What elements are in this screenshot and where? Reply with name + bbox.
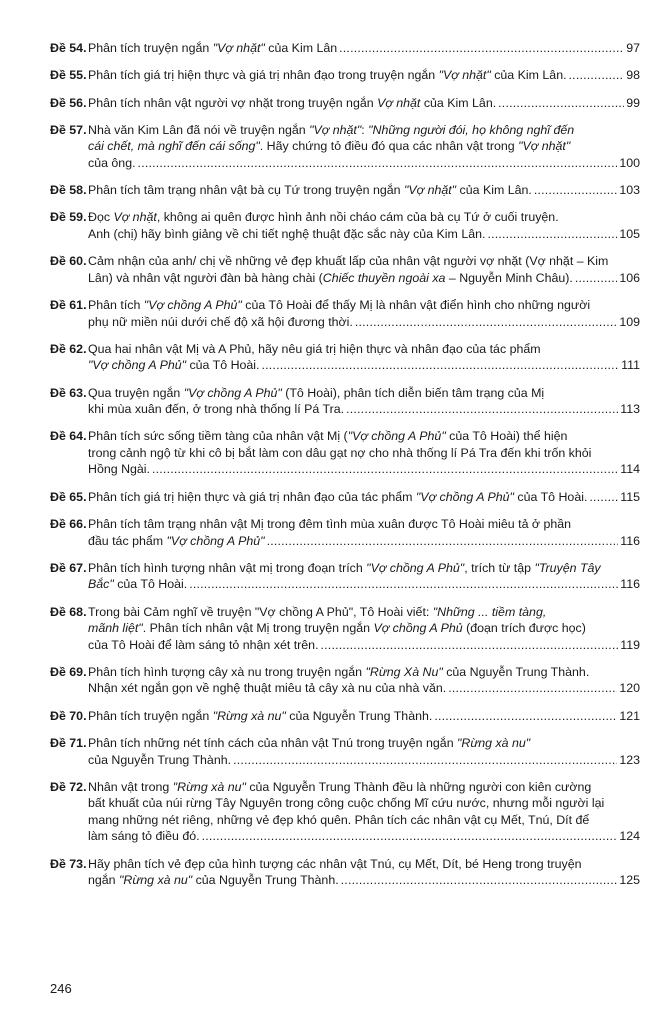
italic-title: Bắc" [88,577,114,592]
text-run: của Kim Lân [264,41,338,55]
entry-label: Đề 56. [50,95,87,110]
entry-label: Đề 67. [50,560,87,575]
entry-text [88,314,353,331]
entry-text [88,708,432,725]
toc-entry [50,182,640,199]
entry-line [88,428,640,445]
entry-text [88,445,591,462]
text-run: làm sáng tỏ điều đó. [88,829,200,844]
toc-entry [50,40,640,57]
italic-title: mãnh liệt" [88,621,143,636]
italic-title: "Rừng Xà Nu" [365,664,443,679]
entry-line [88,604,640,621]
entry-text [88,664,589,681]
entry-text [88,872,339,889]
toc-entry [50,604,640,654]
entry-line [88,752,640,769]
italic-title: "Vợ nhặt" [309,122,362,137]
entry-text [88,138,570,155]
entry-line [88,445,640,462]
entry-line [88,872,640,889]
text-run: Trong bài Cảm nghĩ về truyện "Vợ chồng A Phủ", Tô Hoài viết: [88,604,433,619]
entry-label: Đề 69. [50,664,87,679]
entry-text [88,812,589,829]
dot-leader [233,752,617,769]
text-run: của Tô Hoài. [513,489,588,504]
text-run: của ông. [88,155,136,170]
entry-text [88,385,544,402]
dot-leader [534,182,617,199]
italic-title: "Vợ chồng A Phủ" [183,385,282,400]
text-run: (Tô Hoài), phân tích diễn biến tâm trạng của Mị [281,385,545,400]
text-run: Phân tích nhân vật người vợ nhặt trong truyện ngắn [88,95,378,110]
text-run: Phân tích sức sống tiềm tàng của nhân vật Mị ( [88,429,348,444]
entry-page-number: 109 [619,314,640,329]
text-run: của Tô Hoài) thể hiện [445,429,568,444]
entry-line [88,385,640,402]
text-run: Phân tích hình tượng nhân vật mị trong đoạn trích [88,560,367,575]
entry-text [88,253,608,270]
dot-leader [346,401,618,418]
dot-leader [448,680,617,697]
entry-text [88,735,530,752]
entry-label: Đề 59. [50,210,87,225]
entry-line [88,209,640,226]
entry-text [88,297,590,314]
entry-line [88,401,640,418]
entry-line [88,576,640,593]
toc-entry [50,209,640,242]
italic-title: "Những ... tiềm tàng, [432,604,547,619]
dot-leader [138,155,618,172]
entry-label: Đề 63. [50,385,87,400]
entry-text [88,401,344,418]
text-run: của Kim Lân. [456,183,532,198]
entry-line [88,95,640,112]
entry-line [88,680,640,697]
entry-page-number: 124 [619,829,640,844]
text-run: Cảm nhận của anh/ chị về những vẻ đẹp khuất lấp của nhân vật người vợ nhặt (Vợ nhặt – Kim [88,254,609,269]
dot-leader [339,40,624,57]
text-run: trong cảnh ngộ từ khi cô bị bắt làm con dâu gạt nợ cho nhà thống lí Pá Tra đến khi trốn khỏi [88,445,592,460]
entry-label: Đề 54. [50,41,87,55]
entry-label: Đề 66. [50,517,87,532]
entry-text [88,461,150,478]
text-run: Đọc [88,210,114,225]
entry-page-number: 125 [619,873,640,888]
text-run: Nhận xét ngắn gọn về nghệ thuật miêu tả cây xà nu của nhà văn. [88,681,447,696]
entry-text [88,341,541,358]
entry-line [88,533,640,550]
dot-leader [589,489,618,506]
toc-entry [50,385,640,418]
entry-page-number: 106 [619,270,640,285]
entry-text [88,357,260,374]
text-run: Anh (chị) hãy bình giảng về chi tiết nghệ thuật đặc sắc này của Kim Lân. [88,226,486,241]
toc-entry [50,95,640,112]
entry-text [88,270,573,287]
italic-title: "Rừng xà nu" [172,779,246,794]
dot-leader [321,637,619,654]
entry-line [88,735,640,752]
text-run: bất khuất của núi rừng Tây Nguyên trong công cuộc chống Mĩ cứu nước, nhưng mỗi người lại [88,796,605,811]
toc-entry [50,122,640,172]
entry-page-number: 113 [620,402,640,417]
entry-text [88,122,574,139]
entry-line [88,461,640,478]
entry-text [88,533,265,550]
toc-entry [50,560,640,593]
text-run: Phân tích giá trị hiện thực và giá trị nhân đạo của tác phẩm [88,489,416,504]
dot-leader [152,461,618,478]
entry-text [88,856,582,873]
entry-text [88,40,337,57]
entry-text [88,155,136,172]
text-run: đầu tác phẩm [88,533,167,548]
entry-text [88,604,546,621]
text-run: Phân tích tâm trạng nhân vật Mị trong đêm tình mùa xuân được Tô Hoài miêu tả ở phần [88,517,572,532]
italic-title: "Truyện Tây [534,560,601,575]
text-run: . Hãy chứng tỏ điều đó qua các nhân vật trong [259,139,519,154]
entry-page-number: 116 [620,577,640,592]
text-run: phụ nữ miền núi dưới chế độ xã hội đương thời. [88,314,353,329]
italic-title: "Vợ nhặt" [212,41,265,55]
entry-line [88,226,640,243]
text-run: khi mùa xuân đến, ở trong nhà thống lí Pá Tra. [88,402,345,417]
entry-page-number: 120 [619,681,640,696]
toc-entry [50,664,640,697]
dot-leader [341,872,618,889]
entry-label: Đề 68. [50,604,87,619]
toc-entry [50,856,640,889]
text-run: Phân tích truyện ngắn [88,41,213,55]
entry-page-number: 105 [619,226,640,241]
entry-page-number: 97 [626,41,640,55]
entry-line [88,155,640,172]
text-run: của Nguyễn Trung Thành. [192,873,339,888]
entry-label: Đề 70. [50,708,87,723]
entry-text [88,752,231,769]
italic-title: "Vợ chồng A Phủ" [415,489,514,504]
entry-text [88,95,496,112]
italic-title: "Vợ chồng A Phủ" [88,358,187,373]
text-run: Qua truyện ngắn [88,385,184,400]
entry-label: Đề 58. [50,183,87,198]
italic-title: Vợ chồng A Phủ [373,621,463,636]
dot-leader [262,357,620,374]
entry-label: Đề 60. [50,254,87,269]
toc-entry [50,708,640,725]
toc-entry [50,489,640,506]
page-number: 246 [50,981,72,996]
toc-entry [50,779,640,845]
entry-label: Đề 64. [50,429,87,444]
entry-page-number: 116 [620,533,640,548]
entry-text [88,560,601,577]
text-run: . Phân tích nhân vật Mị trong truyện ngắn [142,621,374,636]
text-run: Phân tích tâm trạng nhân vật bà cụ Tứ trong truyện ngắn [88,183,404,198]
dot-leader [202,828,618,845]
italic-title: "Những người đói, họ không nghĩ đến [368,122,575,137]
entry-page-number: 119 [620,637,640,652]
dot-leader [487,226,617,243]
entry-text [88,516,571,533]
italic-title: "Rừng xà nu" [212,708,286,723]
text-run: Hồng Ngài. [88,462,150,477]
entry-line [88,795,640,812]
entry-label: Đề 61. [50,298,87,313]
entry-label: Đề 57. [50,122,87,137]
dot-leader [569,67,625,84]
entry-line [88,560,640,577]
dot-leader [575,270,617,287]
text-run: Phân tích hình tượng cây xà nu trong truyện ngắn [88,664,366,679]
entry-text [88,489,587,506]
toc-entry [50,735,640,768]
dot-leader [498,95,624,112]
text-run: – Nguyễn Minh Châu). [445,270,573,285]
entry-label: Đề 55. [50,68,87,83]
entry-text [88,428,567,445]
text-run: Hãy phân tích vẻ đẹp của hình tượng các nhân vật Tnú, cụ Mết, Dít, bé Heng trong truyện [88,856,582,871]
entry-label: Đề 73. [50,856,87,871]
entry-text [88,226,485,243]
entry-line [88,664,640,681]
dot-leader [434,708,617,725]
text-run: của Nguyễn Trung Thành. [285,708,433,723]
entry-page-number: 100 [619,155,640,170]
entry-label: Đề 71. [50,736,87,751]
entry-line [88,341,640,358]
text-run: (đoạn trích được học) [462,621,586,636]
entry-line [88,314,640,331]
text-run: ngắn [88,873,120,888]
entry-label: Đề 72. [50,779,87,794]
text-run: của Nguyễn Trung Thành. [88,752,232,767]
toc-entry [50,253,640,286]
entry-page-number: 123 [619,752,640,767]
text-run: Nhân vật trong [88,779,173,794]
entry-text [88,680,446,697]
italic-title: "Vợ nhặt" [518,139,571,154]
text-run: của Tô Hoài để thấy Mị là nhân vật điển hình cho những người [241,298,591,313]
italic-title: "Vợ chồng A Phủ" [143,298,242,313]
entry-line [88,122,640,139]
toc-entry [50,67,640,84]
text-run: của Kim Lân. [420,95,497,110]
entry-line [88,516,640,533]
entry-line [88,856,640,873]
italic-title: Vợ nhặt [113,210,157,225]
entry-label: Đề 65. [50,489,87,504]
italic-title: Vợ nhặt [377,95,421,110]
entry-text [88,779,591,796]
toc-entry [50,341,640,374]
text-run: Lân) và nhân vật người đàn bà hàng chài ( [88,270,323,285]
toc-entry [50,428,640,478]
text-run: của Tô Hoài. [113,577,188,592]
dot-leader [267,533,619,550]
entry-line [88,40,640,57]
table-of-contents [50,40,640,899]
entry-text [88,67,567,84]
entry-line [88,253,640,270]
text-run: Phân tích truyện ngắn [88,708,213,723]
entry-line [88,779,640,796]
entry-line [88,67,640,84]
entry-line [88,812,640,829]
text-run: , không ai quên được hình ảnh nồi cháo cám của bà cụ Tứ ở cuối truyện. [156,210,559,225]
entry-text [88,576,187,593]
entry-page-number: 115 [620,489,640,504]
entry-page-number: 98 [626,68,640,83]
italic-title: "Vợ nhặt" [403,183,457,198]
italic-title: Chiếc thuyền ngoài xa [322,270,446,285]
entry-page-number: 114 [620,462,640,477]
italic-title: "Vợ chồng A Phủ" [166,533,265,548]
entry-line [88,182,640,199]
text-run: : [361,122,369,137]
entry-line [88,357,640,374]
entry-line [88,489,640,506]
text-run: Nhà văn Kim Lân đã nói về truyện ngắn [88,122,310,137]
italic-title: cái chết, mà nghĩ đến cái sống" [88,139,260,154]
text-run: của Tô Hoài để làm sáng tỏ nhận xét trên. [88,637,319,652]
entry-line [88,708,640,725]
entry-line [88,297,640,314]
text-run: Qua hai nhân vật Mị và A Phủ, hãy nêu giá trị hiện thực và nhân đạo của tác phẩm [88,341,541,356]
entry-line [88,637,640,654]
dot-leader [355,314,617,331]
entry-line [88,828,640,845]
entry-text [88,209,559,226]
entry-text [88,637,319,654]
toc-entry [50,297,640,330]
text-run: mang những nét riêng, những vẻ đẹp khó quên. Phân tích các nhân vật cụ Mết, Tnú, Dít để [88,812,590,827]
italic-title: "Rừng xà nu" [119,873,193,888]
text-run: Phân tích [88,298,144,313]
italic-title: "Rừng xà nu" [457,736,531,751]
text-run: Phân tích giá trị hiện thực và giá trị nhân đạo trong truyện ngắn [88,68,439,83]
entry-label: Đề 62. [50,341,87,356]
italic-title: "Vợ chồng A Phủ" [366,560,465,575]
dot-leader [189,576,618,593]
entry-text [88,182,532,199]
entry-page-number: 111 [621,358,640,373]
italic-title: "Vợ chồng A Phủ" [347,429,446,444]
entry-line [88,620,640,637]
entry-page-number: 121 [619,708,640,723]
entry-text [88,795,604,812]
text-run: của Kim Lân. [490,68,567,83]
entry-line [88,270,640,287]
entry-line [88,138,640,155]
entry-page-number: 103 [619,183,640,198]
entry-page-number: 99 [626,95,640,110]
toc-entry [50,516,640,549]
text-run: , trích từ tập [464,560,535,575]
italic-title: "Vợ nhặt" [438,68,491,83]
text-run: của Nguyễn Trung Thành. [442,664,590,679]
text-run: Phân tích những nét tính cách của nhân vật Tnú trong truyện ngắn [88,736,458,751]
entry-text [88,620,586,637]
text-run: của Tô Hoài. [186,358,260,373]
entry-text [88,828,200,845]
text-run: của Nguyễn Trung Thành đều là những người con kiên cường [245,779,592,794]
